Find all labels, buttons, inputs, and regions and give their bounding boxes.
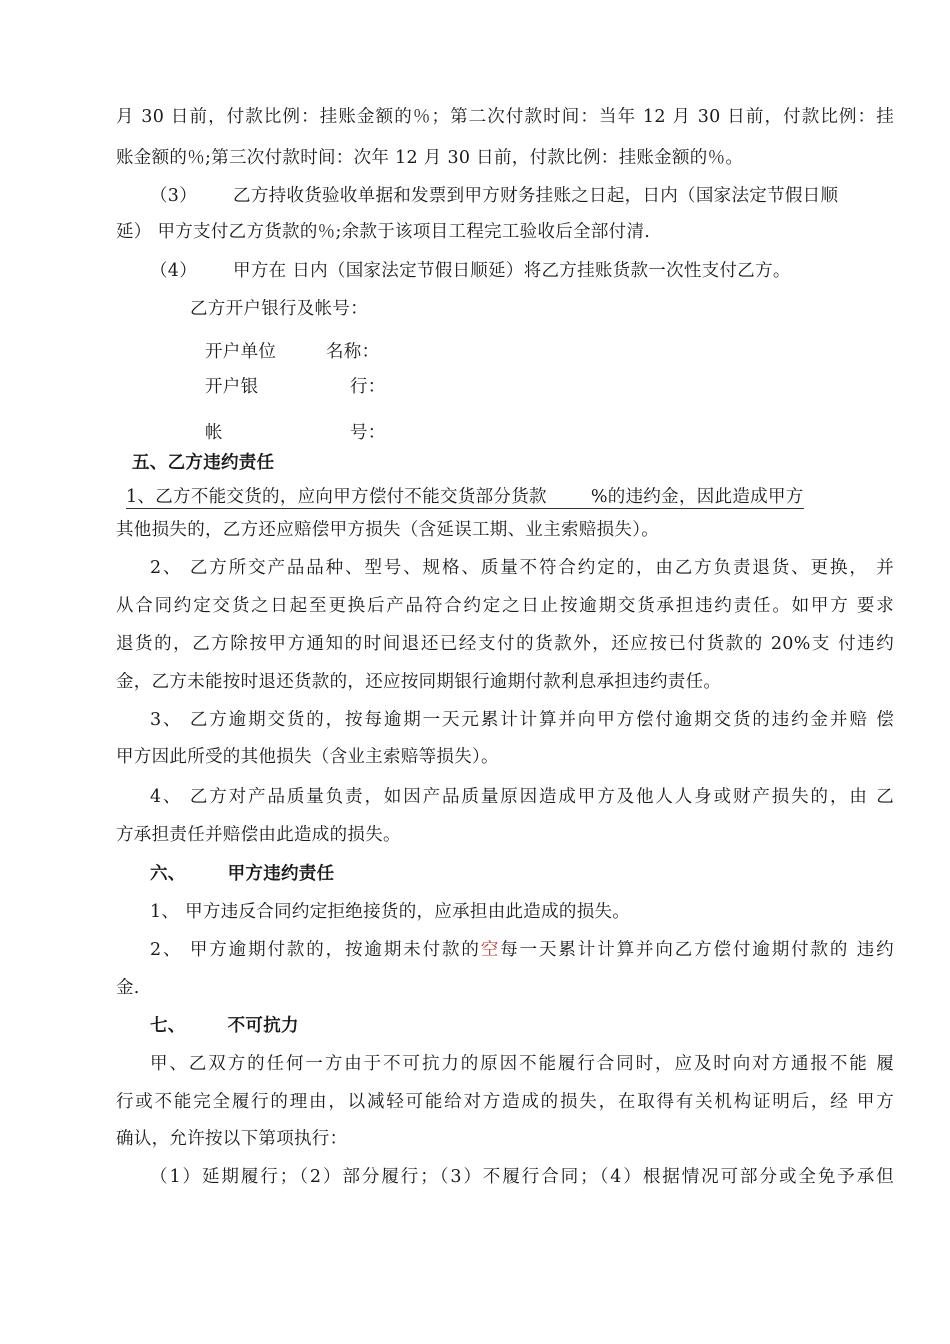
paragraph-line: 退货的，乙方除按甲方通知的时间退还已经支付的货款外，还应按已付货款的 20%支 付违约 bbox=[116, 634, 894, 654]
paragraph-line: 金. bbox=[116, 978, 140, 998]
clause-text: 甲方在 日内（国家法定节假日顺延）将乙方挂账货款一次性支付乙方。 bbox=[233, 261, 791, 281]
item-text: 2、 甲方逾期付款的，按逾期未付款的 bbox=[150, 940, 481, 960]
section-7-heading bbox=[150, 1014, 299, 1038]
clause-4 bbox=[150, 259, 791, 283]
account-label: 帐 bbox=[205, 423, 223, 443]
clause-number: （3） bbox=[150, 186, 198, 206]
account-label-end: 号： bbox=[350, 423, 386, 443]
bank-info-title: 乙方开户银行及帐号： bbox=[190, 299, 368, 319]
section-5-item-1 bbox=[126, 485, 804, 509]
bank-unit-name-label: 名称： bbox=[326, 342, 380, 362]
highlight-text: 空 bbox=[480, 940, 501, 960]
clause-number: （4） bbox=[150, 261, 198, 281]
paragraph-line: 金，乙方未能按时退还货款的，还应按同期银行逾期付款利息承担违约责任。 bbox=[116, 672, 722, 692]
paragraph-line: 方承担责任并赔偿由此造成的损失。 bbox=[116, 825, 401, 845]
item-text: %的违约金，因此造成甲方 bbox=[590, 487, 804, 507]
clause-text: 乙方持收货验收单据和发票到甲方财务挂账之日起，日内（国家法定节假日顺 bbox=[233, 186, 839, 206]
section-number: 七、 bbox=[150, 1016, 186, 1036]
section-number: 六、 bbox=[150, 864, 186, 884]
section-6-heading bbox=[150, 862, 334, 886]
section-5-item-2: 2、 乙方所交产品品种、型号、规格、质量不符合约定的，由乙方负责退货、更换， 并 bbox=[150, 558, 894, 578]
section-title: 甲方违约责任 bbox=[227, 864, 335, 884]
section-5-item-3: 3、 乙方逾期交货的，按每逾期一天元累计计算并向甲方偿付逾期交货的违约金并赔 偿 bbox=[150, 710, 894, 730]
paragraph-line: 账金额的％;第三次付款时间：次年 12 月 30 日前，付款比例：挂账金额的％。 bbox=[116, 148, 744, 168]
section-7-paragraph: 甲、乙双方的任何一方由于不可抗力的原因不能履行合同时，应及时向对方通报不能 履 bbox=[150, 1054, 894, 1074]
bank-name-label: 开户银 bbox=[205, 377, 259, 397]
section-5-heading: 五、乙方违约责任 bbox=[132, 453, 275, 473]
section-6-item-1: 1、 甲方违反合同约定拒绝接货的，应承担由此造成的损失。 bbox=[150, 902, 631, 922]
bank-unit-label: 开户单位 bbox=[205, 342, 277, 362]
clause-3 bbox=[150, 184, 838, 208]
section-5-item-4: 4、 乙方对产品质量负责，如因产品质量原因造成甲方及他人人身或财产损失的，由 乙 bbox=[150, 787, 894, 807]
paragraph-line: 确认，允许按以下第项执行： bbox=[116, 1129, 348, 1149]
section-title: 不可抗力 bbox=[227, 1016, 299, 1036]
paragraph-line: 其他损失的，乙方还应赔偿甲方损失（含延误工期、业主索赔损失）。 bbox=[116, 520, 660, 540]
paragraph-line: 延） 甲方支付乙方货款的％;余款于该项目工程完工验收后全部付清. bbox=[116, 222, 651, 242]
paragraph-line: 行或不能完全履行的理由，以减轻可能给对方造成的损失，在取得有关机构证明后，经 甲方 bbox=[116, 1092, 894, 1112]
section-7-options: （1）延期履行；（2）部分履行；（3）不履行合同；（4）根据情况可部分或全免予承但 bbox=[150, 1167, 894, 1187]
paragraph-line: 月 30 日前，付款比例：挂账金额的％；第二次付款时间：当年 12 月 30 日前，付款比例：挂 bbox=[116, 107, 894, 127]
paragraph-line: 甲方因此所受的其他损失（含业主索赔等损失）。 bbox=[116, 747, 499, 767]
item-text: 每一天累计计算并向乙方偿付逾期付款的 违约 bbox=[500, 940, 894, 960]
bank-name-label-end: 行： bbox=[350, 377, 386, 397]
item-text: 1、乙方不能交货的，应向甲方偿付不能交货部分货款 bbox=[126, 487, 547, 507]
section-6-item-2 bbox=[150, 938, 894, 962]
paragraph-line: 从合同约定交货之日起至更换后产品符合约定之日止按逾期交货承担违约责任。如甲方 要求 bbox=[116, 596, 894, 616]
